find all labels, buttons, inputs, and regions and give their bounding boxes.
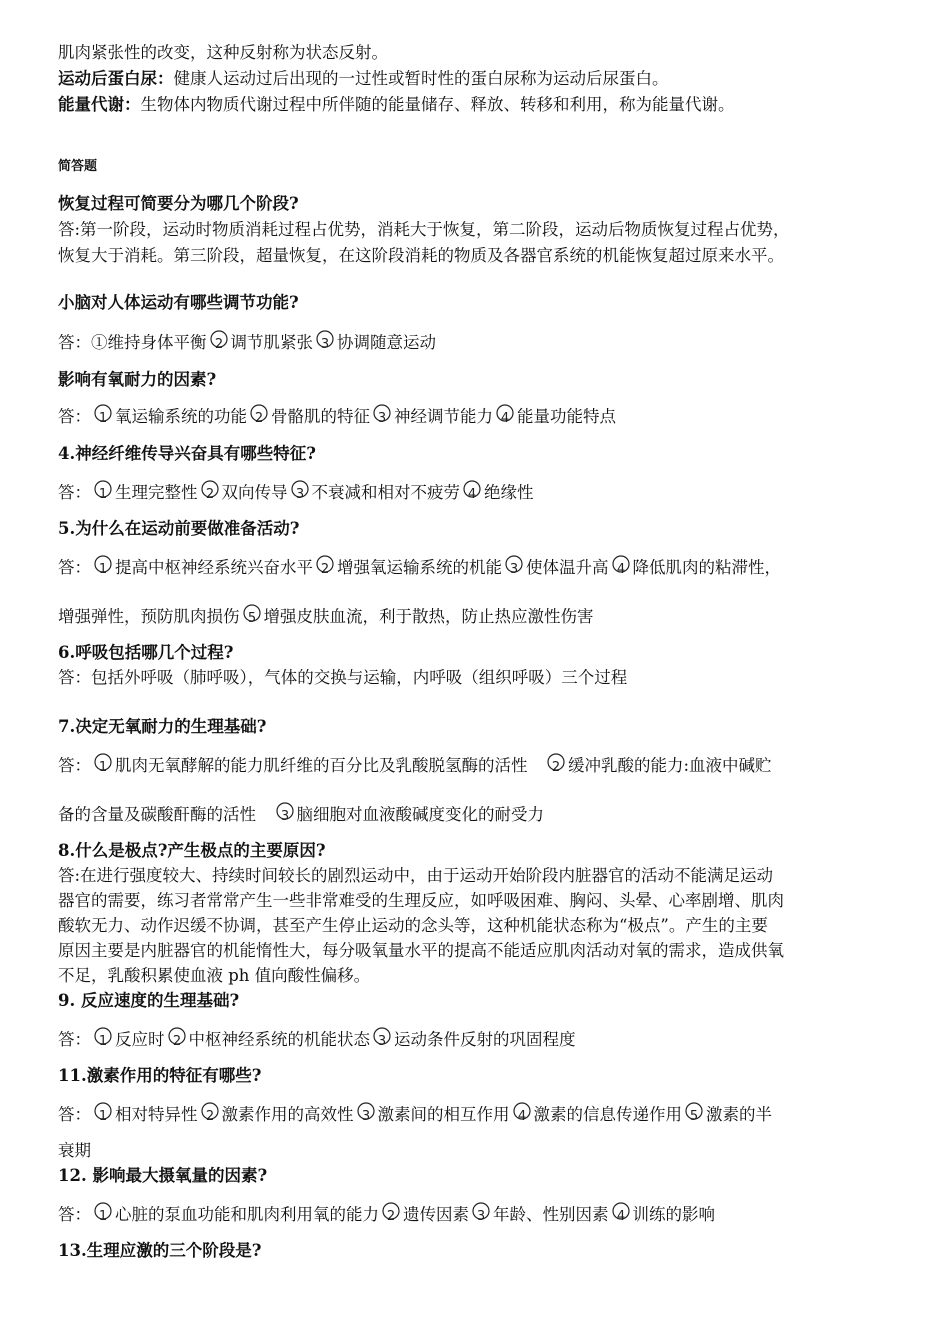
text-segment: 12. 影响最大摄氧量的因素? — [58, 1166, 268, 1185]
text-segment: 绝缘性 — [484, 483, 534, 502]
text-segment: 年龄、性别因素 — [493, 1205, 609, 1224]
numbered-circle-marker-icon — [92, 753, 114, 775]
svg-text:1: 1 — [98, 1209, 108, 1224]
text-segment: 答:在进行强度较大、持续时间较长的剧烈运动中，由于运动开始阶段内脏器官的活动不能满足运动 — [58, 866, 774, 885]
numbered-circle-marker-icon — [314, 330, 336, 352]
text-segment: 答：①维持身体平衡 — [58, 333, 207, 352]
text-segment: 酸软无力、动作迟缓不协调，甚至产生停止运动的念头等，这种机能状态称为“极点”。产生的主要 — [58, 916, 768, 935]
text-line — [58, 219, 790, 241]
text-line — [58, 802, 544, 826]
svg-text:2: 2 — [205, 487, 214, 502]
svg-text:4: 4 — [616, 562, 625, 577]
text-segment: 激素的半 — [706, 1105, 772, 1124]
text-segment: 6.呼吸包括哪几个过程? — [58, 643, 234, 662]
text-segment: 反应时 — [115, 1030, 165, 1049]
svg-text:2: 2 — [205, 1109, 214, 1124]
numbered-circle-marker-icon — [503, 555, 525, 577]
text-segment: 激素间的相互作用 — [377, 1105, 510, 1124]
text-segment: 脑细胞对血液酸碱度变化的耐受力 — [296, 805, 544, 824]
text-line — [58, 965, 370, 987]
text-segment: 原因主要是内脏器官的机能惰性大，每分吸氧量水平的提高不能适应肌肉活动对氧的需求，造成供氧 — [58, 941, 784, 960]
numbered-circle-marker-icon — [92, 1202, 114, 1224]
text-segment: 协调随意运动 — [337, 333, 436, 352]
text-segment: 恢复大于消耗。第三阶段，超量恢复，在这阶段消耗的物质及各器官系统的机能恢复超过原来水平。 — [58, 246, 784, 265]
text-line — [58, 1140, 91, 1162]
text-segment: 不衰减和相对不疲劳 — [311, 483, 460, 502]
text-segment: 遗传因素 — [403, 1205, 469, 1224]
text-segment: 答： — [58, 1105, 91, 1124]
numbered-circle-marker-icon — [511, 1102, 533, 1124]
svg-text:5: 5 — [247, 611, 256, 626]
text-segment: 健康人运动过后出现的一过性或暂时性的蛋白尿称为运动后尿蛋白。 — [173, 69, 669, 88]
svg-text:1: 1 — [98, 1034, 108, 1049]
text-segment: 增强皮肤血流，利于散热，防止热应激性伤害 — [263, 607, 594, 626]
numbered-circle-marker-icon — [92, 480, 114, 502]
text-segment: 降低肌肉的粘滞性， — [632, 558, 781, 577]
question-heading — [58, 443, 316, 465]
numbered-circle-marker-icon — [494, 404, 516, 426]
text-segment: 答:第一阶段，运动时物质消耗过程占优势，消耗大于恢复，第二阶段，运动后物质恢复过程占优势， — [58, 220, 790, 239]
text-segment: 小脑对人体运动有哪些调节功能? — [58, 293, 299, 312]
text-line — [58, 94, 735, 116]
numbered-circle-marker-icon — [208, 330, 230, 352]
numbered-circle-marker-icon — [355, 1102, 377, 1124]
svg-text:1: 1 — [98, 1109, 108, 1124]
svg-text:2: 2 — [320, 562, 330, 577]
section-title — [58, 156, 97, 178]
text-segment: 提高中枢神经系统兴奋水平 — [115, 558, 313, 577]
text-line — [58, 1027, 576, 1051]
svg-text:2: 2 — [254, 411, 264, 426]
text-segment: 双向传导 — [221, 483, 288, 502]
numbered-circle-marker-icon — [274, 802, 296, 824]
numbered-circle-marker-icon — [683, 1102, 705, 1124]
text-segment: 答： — [58, 558, 91, 577]
text-segment: 备的含量及碳酸酐酶的活性 — [58, 805, 273, 824]
text-segment: 简答题 — [58, 159, 98, 174]
text-segment: 增强弹性，预防肌肉损伤 — [58, 607, 240, 626]
text-line — [58, 1102, 772, 1126]
svg-text:4: 4 — [517, 1109, 526, 1124]
text-line — [58, 68, 669, 90]
text-line — [58, 604, 594, 628]
numbered-circle-marker-icon — [92, 555, 114, 577]
numbered-circle-marker-icon — [289, 480, 311, 502]
term-label: 运动后蛋白尿： — [58, 69, 174, 88]
text-segment: 9. 反应速度的生理基础? — [58, 991, 240, 1010]
text-line — [58, 890, 784, 912]
numbered-circle-marker-icon — [461, 480, 483, 502]
question-heading — [58, 1240, 261, 1262]
text-segment: 5.为什么在运动前要做准备活动? — [58, 519, 300, 538]
text-segment: 器官的需要，练习者常常产生一些非常难受的生理反应，如呼吸困难、胸闷、头晕、心率剧增、肌肉 — [58, 891, 784, 910]
text-segment: 相对特异性 — [115, 1105, 198, 1124]
text-line — [58, 667, 627, 689]
numbered-circle-marker-icon — [199, 480, 221, 502]
numbered-circle-marker-icon — [470, 1202, 492, 1224]
svg-text:4: 4 — [500, 411, 510, 426]
question-heading — [58, 1065, 261, 1087]
numbered-circle-marker-icon — [241, 604, 263, 626]
svg-text:1: 1 — [98, 562, 108, 577]
text-segment: 神经调节能力 — [394, 407, 493, 426]
numbered-circle-marker-icon — [166, 1027, 188, 1049]
text-segment: 能量功能特点 — [517, 407, 616, 426]
svg-text:3: 3 — [295, 487, 304, 502]
svg-text:2: 2 — [386, 1209, 396, 1224]
text-segment: 训练的影响 — [632, 1205, 715, 1224]
text-segment: 不足，乳酸积累使血液 ph 值向酸性偏移。 — [58, 966, 371, 985]
numbered-circle-marker-icon — [371, 404, 393, 426]
text-line — [58, 915, 768, 937]
text-segment: 肌肉紧张性的改变，这种反射称为状态反射。 — [58, 43, 388, 62]
text-segment: 使体温升高 — [526, 558, 609, 577]
question-heading — [58, 518, 299, 540]
question-heading — [58, 990, 239, 1012]
question-heading — [58, 642, 233, 664]
text-line — [58, 480, 534, 504]
text-segment: 激素的信息传递作用 — [533, 1105, 682, 1124]
text-segment: 调节肌紧张 — [230, 333, 313, 352]
numbered-circle-marker-icon — [380, 1202, 402, 1224]
svg-text:3: 3 — [476, 1209, 486, 1224]
text-segment: 11.激素作用的特征有哪些? — [58, 1066, 262, 1085]
text-segment: 衰期 — [58, 1141, 91, 1160]
svg-text:3: 3 — [361, 1109, 370, 1124]
question-heading — [58, 369, 216, 391]
text-segment: 中枢神经系统的机能状态 — [188, 1030, 370, 1049]
numbered-circle-marker-icon — [314, 555, 336, 577]
text-line — [58, 865, 773, 887]
svg-text:4: 4 — [616, 1209, 625, 1224]
svg-text:3: 3 — [509, 562, 519, 577]
text-line — [58, 330, 436, 354]
text-segment: 答： — [58, 1030, 91, 1049]
svg-text:1: 1 — [98, 760, 108, 775]
term-label: 能量代谢： — [58, 95, 141, 114]
text-segment: 答：包括外呼吸（肺呼吸），气体的交换与运输，内呼吸（组织呼吸）三个过程 — [58, 668, 628, 687]
numbered-circle-marker-icon — [199, 1102, 221, 1124]
numbered-circle-marker-icon — [92, 1027, 114, 1049]
question-heading — [58, 716, 266, 738]
text-line — [58, 42, 388, 64]
text-segment: 生理完整性 — [115, 483, 198, 502]
text-segment: 答： — [58, 756, 91, 775]
svg-text:5: 5 — [689, 1109, 699, 1124]
text-segment: 答： — [58, 407, 91, 426]
text-line — [58, 1202, 715, 1226]
svg-text:3: 3 — [280, 809, 289, 824]
text-line — [58, 753, 772, 777]
question-heading — [58, 292, 299, 314]
numbered-circle-marker-icon — [248, 404, 270, 426]
svg-text:2: 2 — [214, 337, 223, 352]
text-segment: 肌肉无氧酵解的能力肌纤维的百分比及乳酸脱氢酶的活性 — [115, 756, 544, 775]
numbered-circle-marker-icon — [610, 1202, 632, 1224]
numbered-circle-marker-icon — [92, 404, 114, 426]
numbered-circle-marker-icon — [92, 1102, 114, 1124]
numbered-circle-marker-icon — [545, 753, 567, 775]
svg-text:2: 2 — [172, 1034, 181, 1049]
numbered-circle-marker-icon — [371, 1027, 393, 1049]
text-line — [58, 404, 616, 428]
text-segment: 恢复过程可简要分为哪几个阶段? — [58, 194, 299, 213]
text-segment: 氧运输系统的功能 — [115, 407, 247, 426]
text-segment: 增强氧运输系统的机能 — [337, 558, 502, 577]
text-segment: 骨骼肌的特征 — [271, 407, 370, 426]
svg-text:3: 3 — [377, 411, 387, 426]
question-heading — [58, 1165, 267, 1187]
question-heading — [58, 193, 299, 215]
text-line — [58, 245, 784, 267]
text-segment: 运动条件反射的巩固程度 — [394, 1030, 576, 1049]
svg-text:1: 1 — [98, 487, 108, 502]
text-line — [58, 940, 784, 962]
text-segment: 答： — [58, 1205, 91, 1224]
text-segment: 答： — [58, 483, 91, 502]
svg-text:3: 3 — [320, 337, 330, 352]
text-segment: 生物体内物质代谢过程中所伴随的能量储存、释放、转移和利用，称为能量代谢。 — [140, 95, 735, 114]
text-segment: 4.神经纤维传导兴奋具有哪些特征? — [58, 444, 316, 463]
numbered-circle-marker-icon — [610, 555, 632, 577]
text-segment: 缓冲乳酸的能力:血液中碱贮 — [568, 756, 772, 775]
svg-text:3: 3 — [377, 1034, 387, 1049]
text-line — [58, 555, 781, 579]
text-segment: 7.决定无氧耐力的生理基础? — [58, 717, 267, 736]
svg-text:4: 4 — [467, 487, 477, 502]
text-segment: 13.生理应激的三个阶段是? — [58, 1241, 262, 1260]
question-heading — [58, 840, 326, 862]
text-segment: 心脏的泵血功能和肌肉利用氧的能力 — [115, 1205, 379, 1224]
text-segment: 影响有氧耐力的因素? — [58, 370, 217, 389]
svg-text:1: 1 — [98, 411, 108, 426]
text-segment: 激素作用的高效性 — [221, 1105, 354, 1124]
text-segment: 8.什么是极点?产生极点的主要原因? — [58, 841, 326, 860]
svg-text:2: 2 — [551, 760, 561, 775]
